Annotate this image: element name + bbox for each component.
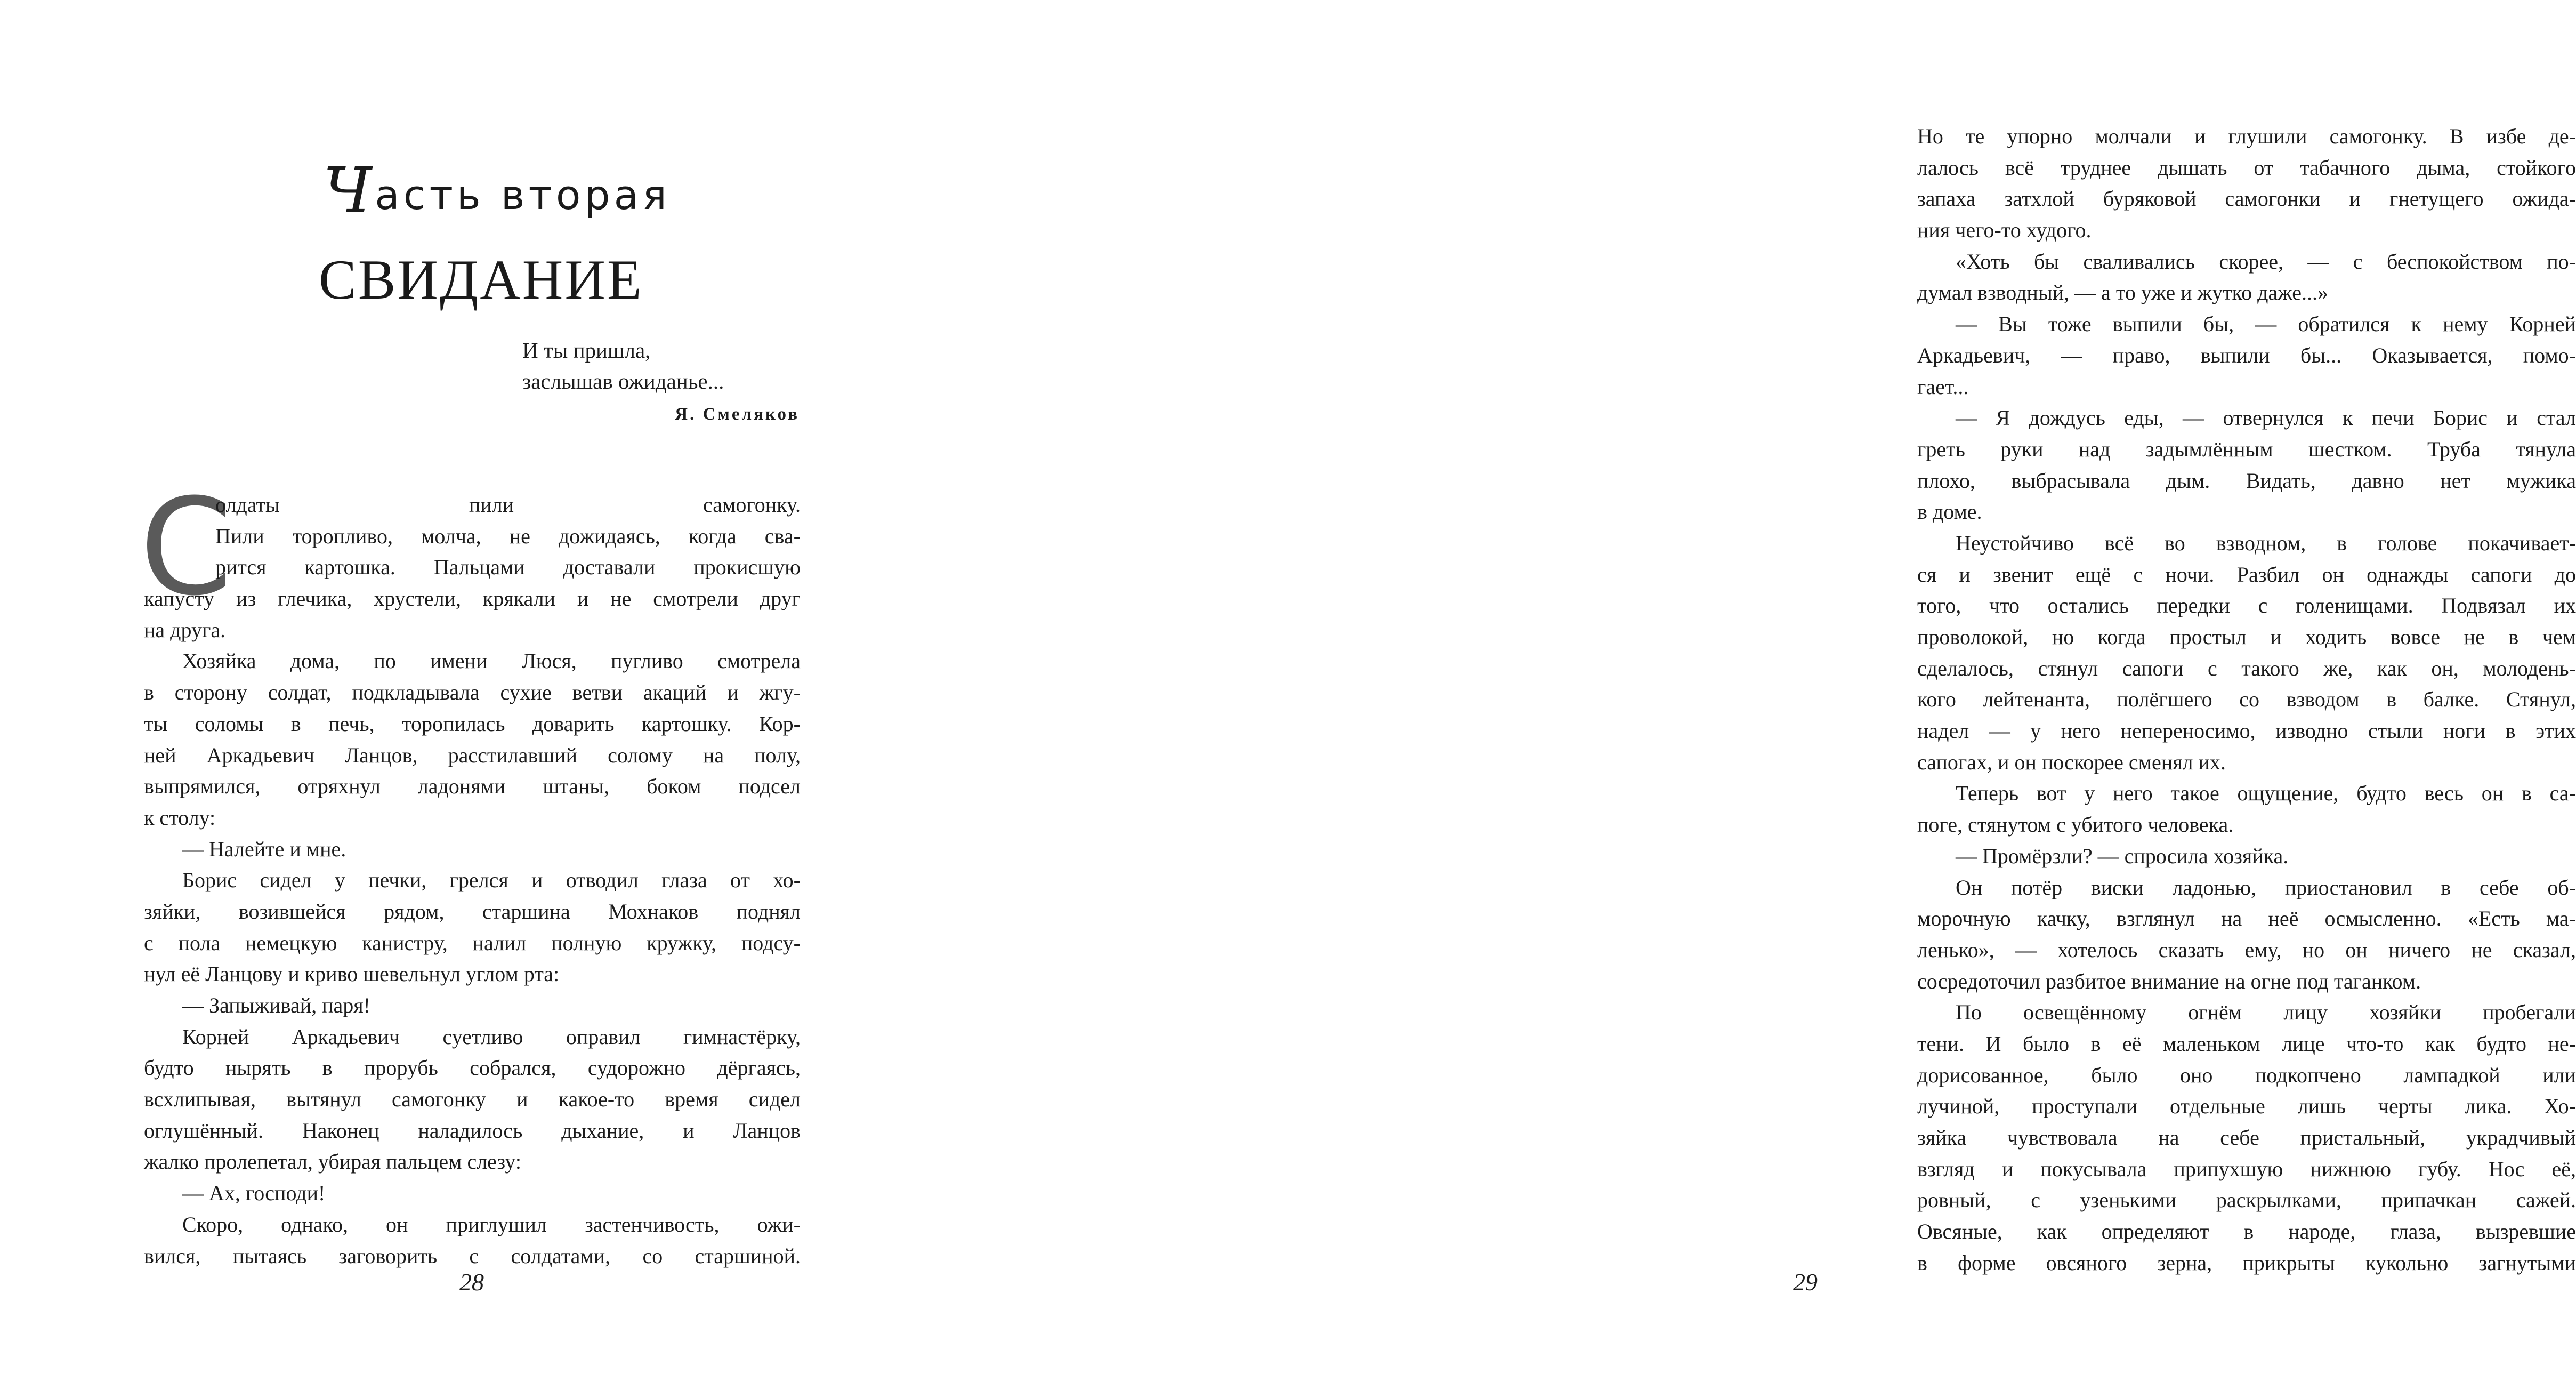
text-line: — Я дождусь еды, — отвернулся к печи Борис и стал	[1956, 406, 2576, 430]
text-line: Корней Аркадьевич суетливо оправил гимнастёрку,	[182, 1024, 801, 1049]
text-line: рится картошка. Пальцами доставали прокисшую	[215, 555, 801, 580]
epigraph-author: Я. Смеляков	[675, 405, 800, 424]
text-line: ты соломы в печь, торопилась доварить картошку. Кор-	[144, 711, 801, 736]
text-line: ней Аркадьевич Ланцов, расстилавший солому на полу,	[144, 743, 801, 767]
text-line: тени. И было в её маленьком лице что-то как будто не-	[1917, 1031, 2576, 1056]
text-line: — Вы тоже выпили бы, — обратился к нему Корней	[1956, 312, 2576, 336]
text-line: Но те упорно молчали и глушили самогонку. В избе де-	[1917, 124, 2576, 148]
left-page-body	[144, 489, 801, 1272]
epigraph	[522, 335, 800, 430]
text-line: к столу:	[144, 805, 216, 830]
right-page-body	[1917, 121, 2576, 1279]
text-line: нул её Ланцову и криво шевельнул углом рта:	[144, 962, 560, 986]
part-heading-text: асть вторая	[375, 171, 671, 219]
text-line: выпрямился, отряхнул ладонями штаны, боком подсел	[144, 774, 801, 799]
text-line: По освещённому огнём лицу хозяйки пробегали	[1956, 1000, 2576, 1025]
text-line: кого лейтенанта, полёгшего со взводом в балке. Стянул,	[1917, 687, 2576, 712]
text-line: лучиной, проступали отдельные лишь черты лика. Хо-	[1917, 1094, 2576, 1119]
text-line: того, что остались передки с голенищами. Подвязал их	[1917, 593, 2576, 618]
text-line: сделалось, стянул сапоги с такого же, как он, молодень-	[1917, 656, 2576, 680]
text-line: с пола немецкую канистру, налил полную кружку, подсу-	[144, 930, 801, 955]
part-heading	[323, 154, 671, 227]
epigraph-line: заслышав ожиданье...	[522, 369, 724, 393]
epigraph-line: И ты пришла,	[522, 338, 651, 363]
part-heading-initial: Ч	[323, 154, 372, 227]
text-line: проволокой, но когда простыл и ходить вовсе не в чем	[1917, 625, 2576, 649]
text-line: оглушённый. Наконец наладилось дыхание, и Ланцов	[144, 1118, 801, 1143]
right-page	[900, 0, 2576, 1398]
text-line: капусту из глечика, хрустели, крякали и не смотрели друг	[144, 586, 801, 611]
text-line: Хозяйка дома, по имени Люся, пугливо смотрела	[182, 649, 801, 673]
text-line: греть руки над задымлённым шестком. Труба тянула	[1917, 437, 2576, 461]
text-line: жалко пролепетал, убирая пальцем слезу:	[144, 1150, 521, 1174]
text-line: поге, стянутом с убитого человека.	[1917, 813, 2234, 837]
text-line: вился, пытаясь заговорить с солдатами, со старшиной.	[144, 1243, 801, 1268]
text-line: в сторону солдат, подкладывала сухие ветви акаций и жгу-	[144, 680, 801, 705]
page-number: 29	[1793, 1268, 1818, 1296]
text-line: — Промёрзли? — спросила хозяйка.	[1956, 843, 2289, 868]
text-line: Овсяные, как определяют в народе, глаза, вызревшие	[1917, 1219, 2576, 1244]
text-line: — Ах, господи!	[182, 1181, 326, 1206]
text-line: лалось всё труднее дышать от табачного дыма, стойкого	[1917, 155, 2576, 180]
text-line: ния чего-то худого.	[1917, 218, 2092, 243]
text-line: морочную качку, взглянул на неё осмысленно. «Есть ма-	[1917, 906, 2576, 931]
text-line: зяйка чувствовала на себе пристальный, украдчивый	[1917, 1126, 2576, 1150]
text-line: сосредоточил разбитое внимание на огне под таганком.	[1917, 969, 2421, 993]
text-line: Скоро, однако, он приглушил застенчивость, ожи-	[182, 1212, 801, 1236]
text-line: дорисованное, было оно подкопчено лампадкой или	[1917, 1063, 2576, 1087]
chapter-title: СВИДАНИЕ	[319, 248, 643, 311]
text-line: на друга.	[144, 617, 226, 642]
drop-cap: С	[140, 470, 233, 625]
text-line: «Хоть бы сваливались скорее, — с беспокойством по-	[1956, 249, 2576, 274]
text-line: ся и звенит ещё с ночи. Разбил он однажды сапоги до	[1917, 562, 2576, 586]
text-line: Он потёр виски ладонью, приостановил в себе об-	[1956, 875, 2576, 899]
text-line: ровный, с узенькими раскрылками, припачкан сажей.	[1917, 1188, 2576, 1212]
page-number: 28	[459, 1268, 484, 1296]
text-line: олдаты пили самогонку.	[215, 493, 801, 517]
text-line: взгляд и покусывала припухшую нижнюю губу. Нос её,	[1917, 1156, 2576, 1181]
text-line: Неустойчиво всё во взводном, в голове покачивает-	[1956, 531, 2576, 555]
text-line: — Налейте и мне.	[182, 837, 346, 861]
left-page	[0, 0, 900, 1398]
text-line: ленько», — хотелось сказать ему, но он ничего не сказал,	[1917, 937, 2576, 962]
text-line: Борис сидел у печки, грелся и отводил глаза от хо-	[182, 868, 801, 893]
text-line: запаха затхлой буряковой самогонки и гнетущего ожида-	[1917, 187, 2576, 211]
text-line: думал взводный, — а то уже и жутко даже...»	[1917, 280, 2329, 305]
text-line: Теперь вот у него такое ощущение, будто весь он в са-	[1956, 781, 2576, 806]
text-line: гает...	[1917, 374, 1969, 399]
text-line: в форме овсяного зерна, прикрыты кукольно загнутыми	[1917, 1250, 2576, 1275]
text-line: всхлипывая, вытянул самогонку и какое-то время сидел	[144, 1087, 801, 1112]
text-line: в доме.	[1917, 500, 1982, 524]
text-line: Пили торопливо, молча, не дожидаясь, когда сва-	[215, 524, 801, 548]
text-line: сапогах, и он поскорее сменял их.	[1917, 750, 2226, 774]
text-line: зяйки, возившейся рядом, старшина Мохнаков поднял	[144, 899, 801, 923]
text-line: — Запыживай, паря!	[182, 993, 370, 1017]
text-line: надел — у него непереносимо, изводно стыли ноги в этих	[1917, 719, 2576, 743]
text-line: будто нырять в прорубь собрался, судорожно дёргаясь,	[144, 1056, 801, 1080]
text-line: Аркадьевич, — право, выпили бы... Оказывается, помо-	[1917, 343, 2576, 367]
text-line: плохо, выбрасывала дым. Видать, давно нет мужика	[1917, 468, 2576, 493]
